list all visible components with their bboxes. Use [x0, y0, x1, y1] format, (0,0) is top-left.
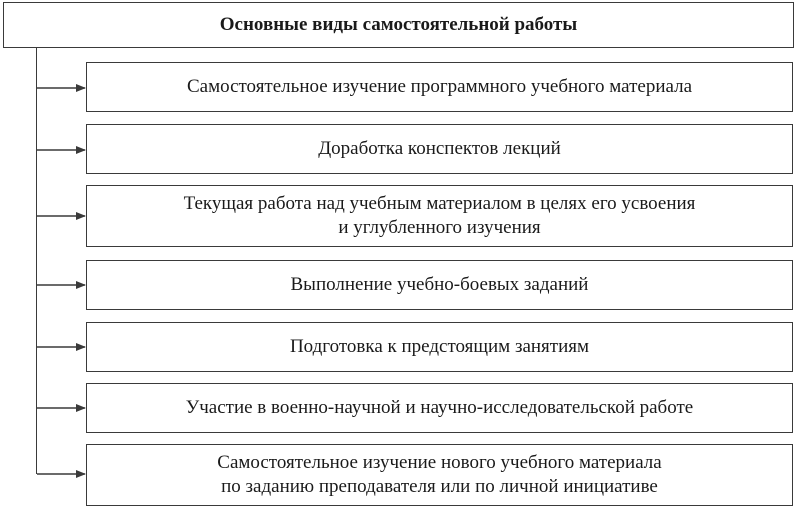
item-3-line-2: и углубленного изучения [338, 217, 541, 238]
item-4-line-1: Выполнение учебно-боевых заданий [290, 274, 589, 295]
item-2-line-1: Доработка конспектов лекций [318, 138, 561, 159]
item-7-line-1: Самостоятельное изучение нового учебного материала [217, 452, 662, 473]
item-6-line-1: Участие в военно-научной и научно-исследовательской работе [185, 397, 694, 418]
item-1-line-1: Самостоятельное изучение программного учебного материала [186, 76, 693, 97]
item-7-line-2: по заданию преподавателя или по личной инициативе [221, 476, 658, 497]
diagram-title: Основные виды самостоятельной работы [219, 14, 578, 35]
item-5-line-1: Подготовка к предстоящим занятиям [289, 336, 590, 357]
item-3-line-1: Текущая работа над учебным материалом в целях его усвоения [183, 193, 696, 214]
